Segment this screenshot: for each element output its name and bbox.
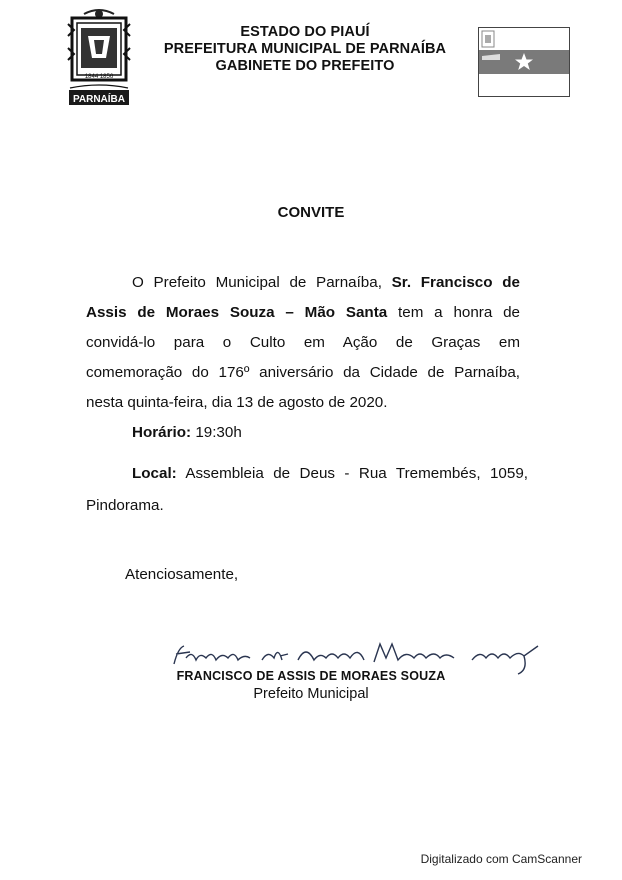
- header-prefecture: PREFEITURA MUNICIPAL DE PARNAÍBA: [163, 41, 447, 57]
- paragraph-line: nesta quinta-feira, dia 13 de agosto de 2020.: [86, 394, 388, 411]
- coat-of-arms-label: PARNAÍBA: [72, 94, 126, 105]
- host-name-part1: Sr. Francisco de: [391, 274, 520, 291]
- signatory-role: Prefeito Municipal: [253, 686, 369, 702]
- city-flag-icon: [478, 27, 570, 97]
- paragraph-text: tem a honra de: [398, 304, 520, 321]
- document-title: CONVITE: [277, 204, 345, 221]
- schedule-label: Horário:: [132, 424, 192, 441]
- header-state: ESTADO DO PIAUÍ: [240, 24, 370, 40]
- scanner-watermark: Digitalizado com CamScanner: [420, 852, 582, 866]
- invitation-paragraph: [86, 268, 520, 418]
- paragraph-line: convidá-lo para o Culto em Ação de Graças em: [86, 334, 520, 351]
- coat-of-arms-icon: [66, 8, 132, 108]
- location-address: Assembleia de Deus - Rua Tremembés, 1059,: [185, 465, 528, 482]
- host-name-part2: Assis de Moraes Souza – Mão Santa: [86, 304, 388, 321]
- paragraph-line: [86, 298, 520, 328]
- location-block: [86, 458, 528, 522]
- schedule-line: [132, 424, 242, 441]
- location-label: Local:: [132, 465, 177, 482]
- paragraph-line: comemoração do 176º aniversário da Cidade de Parnaíba,: [86, 364, 520, 381]
- paragraph-text: O Prefeito Municipal de Parnaíba,: [132, 274, 382, 291]
- location-neighborhood: Pindorama.: [86, 497, 164, 514]
- signatory-name: FRANCISCO DE ASSIS DE MORAES SOUZA: [176, 669, 446, 683]
- closing-salutation: Atenciosamente,: [125, 566, 239, 583]
- schedule-value: 19:30h: [195, 424, 242, 441]
- letterhead: [150, 24, 460, 75]
- location-line: [86, 458, 528, 490]
- header-office: GABINETE DO PREFEITO: [215, 58, 395, 74]
- paragraph-line: [86, 268, 520, 298]
- svg-text:1844 1856: 1844 1856: [84, 74, 114, 80]
